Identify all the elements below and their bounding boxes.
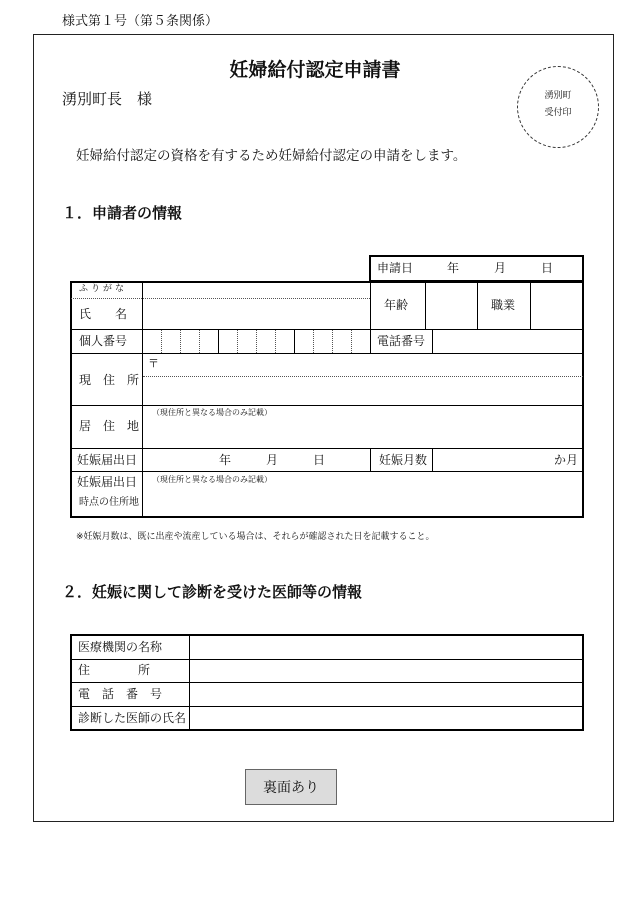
application-date-month: 月 — [494, 261, 507, 275]
application-date-year: 年 — [447, 261, 460, 275]
institution-address-field[interactable] — [190, 660, 583, 682]
form-number: 様式第１号（第５条関係） — [62, 14, 219, 29]
age-label: 年齢 — [384, 298, 409, 312]
stamp-line1: 湧別町 — [544, 91, 572, 101]
occupation-label: 職業 — [491, 298, 516, 312]
footnote: ※妊娠月数は、既に出産や流産している場合は、それらが確認された日を記載すること。 — [76, 532, 435, 542]
institution-phone-field[interactable] — [190, 683, 583, 706]
back-side-label: 裏面あり — [263, 780, 319, 796]
name-field[interactable] — [143, 299, 370, 329]
phone-field[interactable] — [433, 330, 583, 353]
institution-phone-label: 電 話 番 号 — [78, 687, 163, 701]
addressee: 湧別町長 様 — [62, 90, 153, 108]
pregnancy-report-date-label: 妊娠届出日 — [77, 453, 138, 467]
report-address-label-line1: 妊娠届出日 — [77, 475, 138, 489]
report-address-label-line2: 時点の住所地 — [79, 497, 139, 508]
pregnancy-report-date-field[interactable] — [143, 449, 370, 471]
occupation-field[interactable] — [531, 282, 583, 329]
form-title: 妊婦給付認定申請書 — [229, 59, 401, 81]
phone-label: 電話番号 — [377, 334, 426, 348]
age-field[interactable] — [426, 282, 476, 329]
report-month-unit: 月 — [266, 453, 279, 467]
reception-stamp — [517, 66, 599, 148]
medical-institution-label: 医療機関の名称 — [78, 640, 163, 654]
report-address-note: （現住所と異なる場合のみ記載） — [152, 475, 272, 484]
residence-note: （現住所と異なる場合のみ記載） — [152, 408, 272, 417]
report-day-unit: 日 — [313, 453, 326, 467]
doctor-name-label: 診断した医師の氏名 — [78, 711, 187, 725]
application-date-day: 日 — [541, 261, 554, 275]
section2-heading: ２．妊娠に関して診断を受けた医師等の情報 — [62, 583, 363, 601]
furigana-label: ふりがな — [79, 284, 128, 294]
section1-heading: １．申請者の情報 — [62, 204, 183, 222]
residence-field[interactable] — [143, 406, 583, 448]
intro-text: 妊婦給付認定の資格を有するため妊婦給付認定の申請をします。 — [76, 148, 467, 164]
report-address-field[interactable] — [143, 472, 583, 517]
postal-mark: 〒 — [148, 357, 159, 370]
institution-address-label: 住 所 — [78, 663, 151, 677]
furigana-field[interactable] — [143, 282, 370, 298]
doctor-name-field[interactable] — [190, 707, 583, 730]
stamp-line2: 受付印 — [544, 108, 572, 118]
months-unit: か月 — [554, 453, 579, 467]
name-label: 氏 名 — [79, 307, 128, 321]
residence-label: 居 住 地 — [79, 419, 140, 433]
pregnancy-months-label: 妊娠月数 — [379, 453, 428, 467]
current-address-field[interactable] — [143, 354, 583, 405]
my-number-label: 個人番号 — [79, 334, 128, 348]
report-year-unit: 年 — [219, 453, 232, 467]
back-side-button[interactable] — [245, 769, 337, 805]
current-address-label: 現 住 所 — [79, 373, 140, 387]
medical-institution-field[interactable] — [190, 635, 583, 659]
application-date-label: 申請日 — [377, 261, 414, 275]
